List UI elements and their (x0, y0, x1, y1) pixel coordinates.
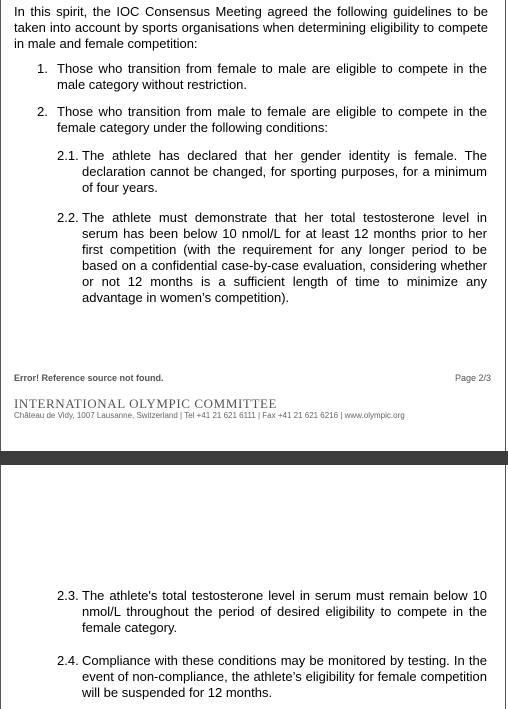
document-page-2 (0, 465, 506, 709)
organization-address: Château de Vidy, 1007 Lausanne, Switzerland | Tel +41 21 621 6111 | Fax +41 21 621 6216 | www.olympic.org (14, 411, 405, 420)
sub-list-item: The athlete's total testosterone level in serum must remain below 10 nmol/L throughout the period of desired eligibility to compete in the female category. (82, 588, 487, 635)
page-number: Page 2/3 (454, 373, 491, 383)
subitem-number: 2.4. (57, 653, 79, 668)
subitem-number: 2.3. (57, 588, 79, 603)
list-item: Those who transition from male to female are eligible to compete in the female category under the following conditions: (57, 104, 487, 135)
page-separator (0, 451, 508, 465)
intro-paragraph: In this spirit, the IOC Consensus Meeting agreed the following guidelines to be taken into account by sports organisations when determining eligibility to compete in male and female competition: (14, 4, 488, 51)
item-number: 2. (37, 104, 48, 119)
subitem-number: 2.1. (57, 148, 79, 163)
sub-list-item: Compliance with these conditions may be monitored by testing. In the event of non-compliance, the athlete’s eligibility for female competition will be suspended for 12 months. (82, 653, 487, 700)
sub-list-item: The athlete must demonstrate that her total testosterone level in serum has been below 10 nmol/L for at least 12 months prior to her first competition (with the requirement for any longer period to be based on a confidential case-by-case evaluation, considering whether or not 12 months is a sufficient length of time to minimize any advantage in women’s competition). (82, 210, 487, 305)
organization-name: INTERNATIONAL OLYMPIC COMMITTEE (14, 396, 278, 411)
list-item: Those who transition from female to male are eligible to compete in the male category without restriction. (57, 61, 487, 92)
item-number: 1. (37, 61, 48, 76)
sub-list-item: The athlete has declared that her gender identity is female. The declaration cannot be changed, for sporting purposes, for a minimum of four years. (82, 148, 487, 195)
subitem-number: 2.2. (57, 210, 79, 225)
error-reference-text: Error! Reference source not found. (14, 373, 164, 383)
